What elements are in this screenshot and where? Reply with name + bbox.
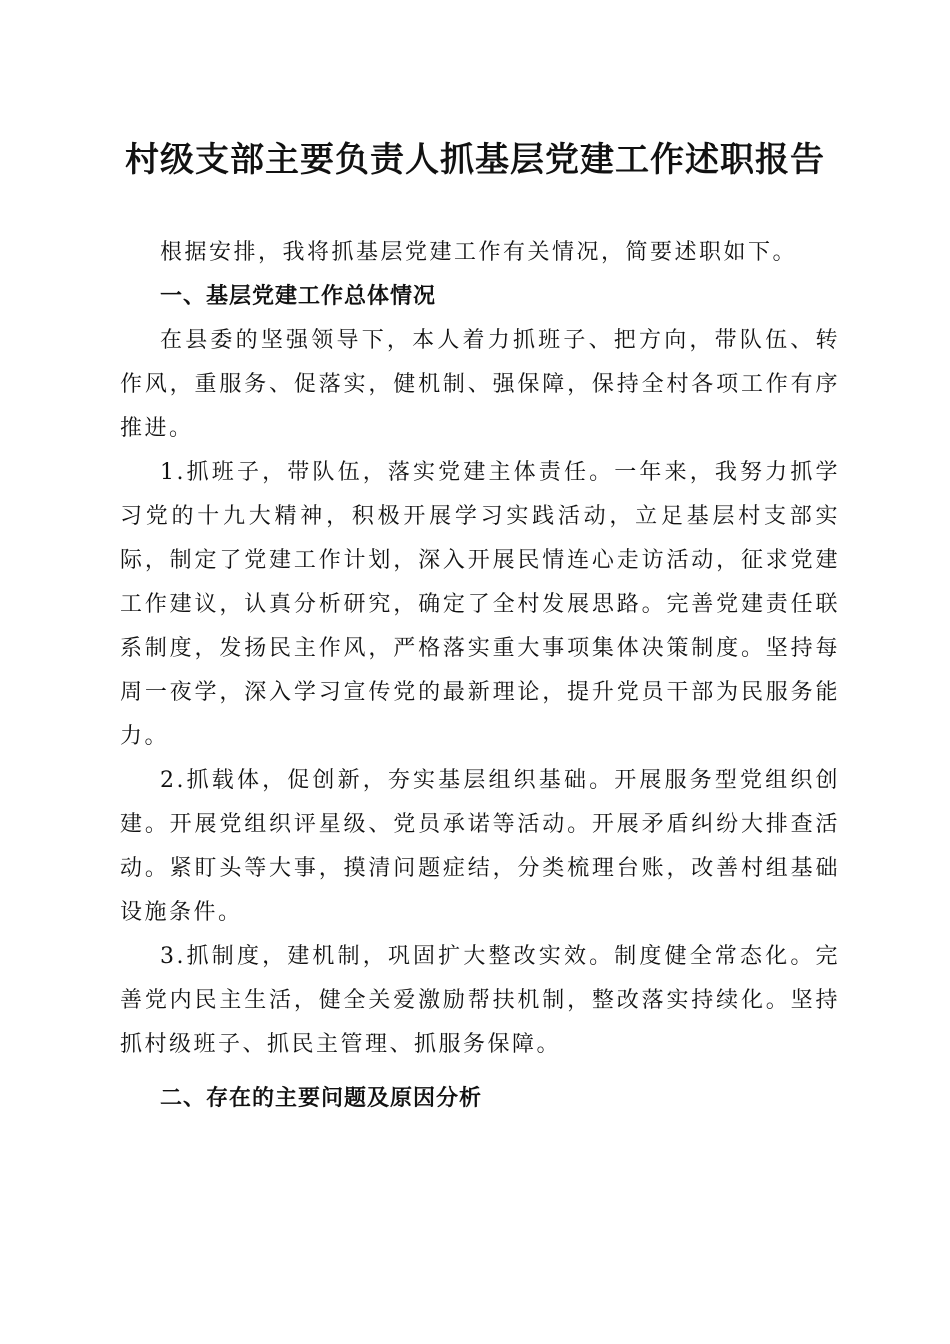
- item-paragraph-2: 2.抓载体，促创新，夯实基层组织基础。开展服务型党组织创建。开展党组织评星级、党员承诺等活动。开展矛盾纠纷大排查活动。紧盯头等大事，摸清问题症结，分类梳理台账，改善村组基础设施条件。: [120, 768, 840, 925]
- item-paragraph-1: 1.抓班子，带队伍，落实党建主体责任。一年来，我努力抓学习党的十九大精神，积极开展学习实践活动，立足基层村支部实际，制定了党建工作计划，深入开展民情连心走访活动，征求党建工作建议，认真分析研究，确定了全村发展思路。完善党建责任联系制度，发扬民主作风，严格落实重大事项集体决策制度。坚持每周一夜学，深入学习宣传党的最新理论，提升党员干部为民服务能力。: [120, 460, 840, 749]
- section-heading-1: 一、基层党建工作总体情况: [160, 284, 437, 309]
- overview-paragraph: 在县委的坚强领导下，本人着力抓班子、把方向，带队伍、转作风，重服务、促落实，健机制、强保障，保持全村各项工作有序推进。: [120, 328, 840, 441]
- document-body: [120, 231, 840, 1121]
- section-heading-2: 二、存在的主要问题及原因分析: [160, 1086, 483, 1111]
- intro-paragraph: 根据安排，我将抓基层党建工作有关情况，简要述职如下。: [160, 240, 798, 265]
- document-title: 村级支部主要负责人抓基层党建工作述职报告: [125, 140, 825, 180]
- item-paragraph-3: 3.抓制度，建机制，巩固扩大整改实效。制度健全常态化。完善党内民主生活，健全关爱激励帮扶机制，整改落实持续化。坚持抓村级班子、抓民主管理、抓服务保障。: [120, 944, 840, 1057]
